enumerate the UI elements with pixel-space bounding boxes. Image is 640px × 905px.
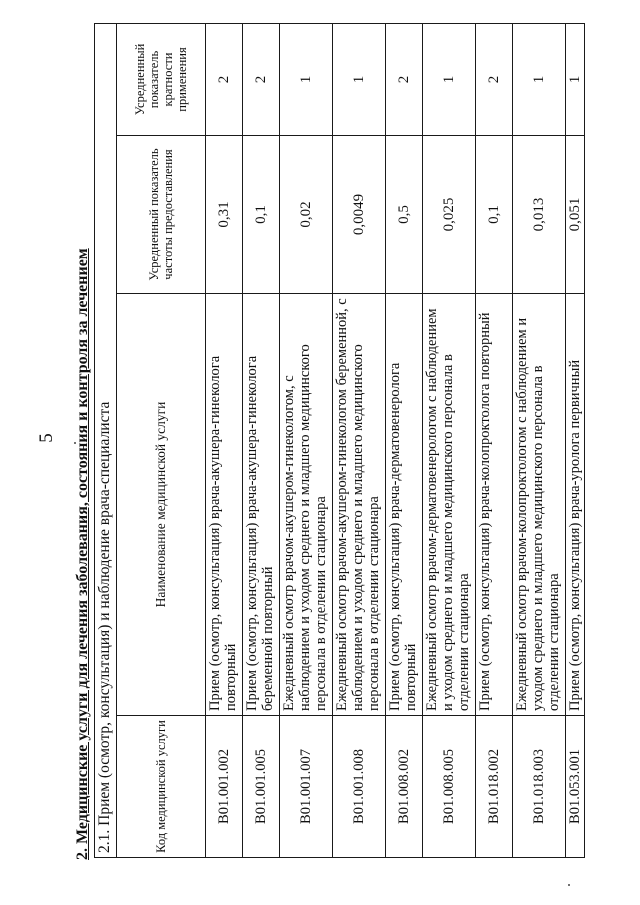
table-row	[333, 23, 386, 857]
service-name: Прием (осмотр, консультация) врача-уролога первичный	[566, 294, 585, 716]
rotated-content	[72, 20, 592, 860]
service-code: B01.018.003	[513, 716, 566, 858]
page-number: 5	[36, 433, 57, 443]
service-code: B01.001.008	[333, 716, 386, 858]
service-name: Ежедневный осмотр врачом-акушером-гинекологом беременной, с наблюдением и уходом среднего и младшего медицинского персонала в отделении стационара	[333, 294, 386, 716]
service-name: Прием (осмотр, консультация) врача-акушера-гинеколога повторный	[206, 294, 243, 716]
table-row	[476, 23, 513, 857]
service-code: B01.001.007	[280, 716, 333, 858]
service-code: B01.001.005	[243, 716, 280, 858]
scan-speck	[568, 884, 570, 886]
subsection-title: 2.1. Прием (осмотр, консультация) и наблюдение врача-специалиста	[95, 23, 117, 857]
header-code: Код медицинской услуги	[117, 716, 206, 858]
table-row	[243, 23, 280, 857]
service-name: Прием (осмотр, консультация) врача-акушера-гинеколога беременной повторный	[243, 294, 280, 716]
frequency-value: 0,1	[476, 136, 513, 294]
service-code: B01.018.002	[476, 716, 513, 858]
frequency-value: 0,5	[386, 136, 423, 294]
table-row	[423, 23, 476, 857]
section-heading: 2. Медицинские услуги для лечения заболевания, состояния и контроля за лечением	[74, 248, 91, 860]
subsection-row	[95, 23, 117, 857]
header-name: Наименование медицинской услуги	[117, 294, 206, 716]
frequency-value: 0,1	[243, 136, 280, 294]
multiplicity-value: 1	[566, 23, 585, 135]
service-code: B01.001.002	[206, 716, 243, 858]
table-row	[386, 23, 423, 857]
table-row	[206, 23, 243, 857]
header-frequency: Усредненный показатель частоты предоставления	[117, 136, 206, 294]
service-name: Ежедневный осмотр врачом-акушером-гинекологом, с наблюдением и уходом среднего и младшего медицинского персонала в отделении стационара	[280, 294, 333, 716]
service-code: B01.053.001	[566, 716, 585, 858]
multiplicity-value: 2	[206, 23, 243, 135]
multiplicity-value: 1	[333, 23, 386, 135]
frequency-value: 0,02	[280, 136, 333, 294]
service-name: Ежедневный осмотр врачом-дерматовенерологом с наблюдением и уходом среднего и младшего медицинского персонала в отделении стационара	[423, 294, 476, 716]
frequency-value: 0,051	[566, 136, 585, 294]
multiplicity-value: 1	[280, 23, 333, 135]
table-row	[566, 23, 585, 857]
header-row	[117, 23, 206, 857]
multiplicity-value: 1	[423, 23, 476, 135]
service-name: Прием (осмотр, консультация) врача-дерматовенеролога повторный	[386, 294, 423, 716]
header-multiplicity: Усредненный показатель кратности применения	[117, 23, 206, 135]
frequency-value: 0,013	[513, 136, 566, 294]
frequency-value: 0,0049	[333, 136, 386, 294]
frequency-value: 0,31	[206, 136, 243, 294]
table-row	[280, 23, 333, 857]
multiplicity-value: 2	[243, 23, 280, 135]
service-code: B01.008.005	[423, 716, 476, 858]
table-row	[513, 23, 566, 857]
multiplicity-value: 2	[476, 23, 513, 135]
service-name: Прием (осмотр, консультация) врача-колопроктолога повторный	[476, 294, 513, 716]
multiplicity-value: 2	[386, 23, 423, 135]
multiplicity-value: 1	[513, 23, 566, 135]
frequency-value: 0,025	[423, 136, 476, 294]
service-code: B01.008.002	[386, 716, 423, 858]
service-name: Ежедневный осмотр врачом-колопроктологом с наблюдением и уходом среднего и младшего медицинского персонала в отделении стационара	[513, 294, 566, 716]
services-table	[94, 23, 585, 858]
